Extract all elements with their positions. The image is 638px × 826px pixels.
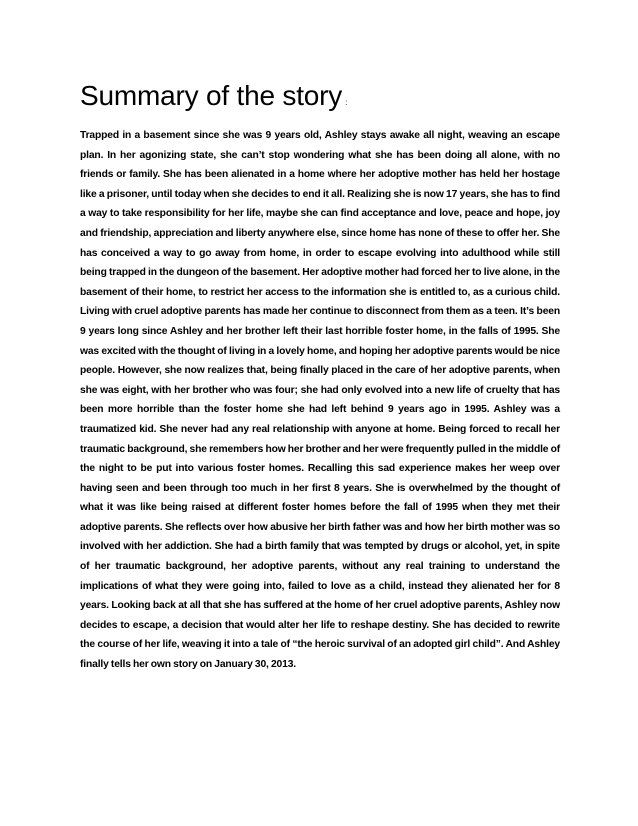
page-title: Summary of the story — [80, 80, 343, 111]
title-line — [80, 80, 560, 112]
story-summary-paragraph: Trapped in a basement since she was 9 years old, Ashley stays awake all night, weaving an escape plan. In her agonizing state, she can’t stop wondering what she has been doing all alone, with no friends or family. She has been alienated in a home where her adoptive mother has held her hostage like a prisoner, until today when she decides to end it all. Realizing she is now 17 years, she has to find a way to take responsibility for her life, maybe she can find acceptance and love, peace and hope, joy and friendship, appreciation and liberty anywhere else, since home has none of these to offer her. She has conceived a way to go away from home, in order to escape evolving into adulthood while still being trapped in the dungeon of the basement. Her adoptive mother had forced her to live alone, in the basement of their home, to restrict her access to the information she is entitled to, as a curious child. Living with cruel adoptive parents has made her continue to disconnect from them as a teen. It’s been 9 years long since Ashley and her brother left their last horrible foster home, in the falls of 1995. She was excited with the thought of living in a lovely home, and hoping her adoptive parents would be nice people. However, she now realizes that, being finally placed in the care of her adoptive parents, when she was eight, with her brother who was four; she had only evolved into a new life of cruelty that has been more horrible than the foster home she had left behind 9 years ago in 1995. Ashley was a traumatized kid. She never had any real relationship with anyone at home. Being forced to recall her traumatic background, she remembers how her brother and her were frequently pulled in the middle of the night to be put into various foster homes. Recalling this sad experience makes her weep over having seen and been through too much in her first 8 years. She is overwhelmed by the thought of what it was like being raised at different foster homes before the fall of 1995 when they met their adoptive parents. She reflects over how abusive her birth father was and how her birth mother was so involved with her addiction. She had a birth family that was tempted by drugs or alcohol, yet, in spite of her traumatic background, her adoptive parents, without any real training to understand the implications of what they were going into, failed to love as a child, instead they alienated her for 8 years. Looking back at all that she has suffered at the home of her cruel adoptive parents, Ashley now decides to escape, a decision that would alter her life to reshape destiny. She has decided to rewrite the course of her life, weaving it into a tale of “the heroic survival of an adopted girl child”. And Ashley finally tells her own story on January 30, 2013. — [80, 130, 561, 671]
title-colon: : — [345, 98, 348, 107]
